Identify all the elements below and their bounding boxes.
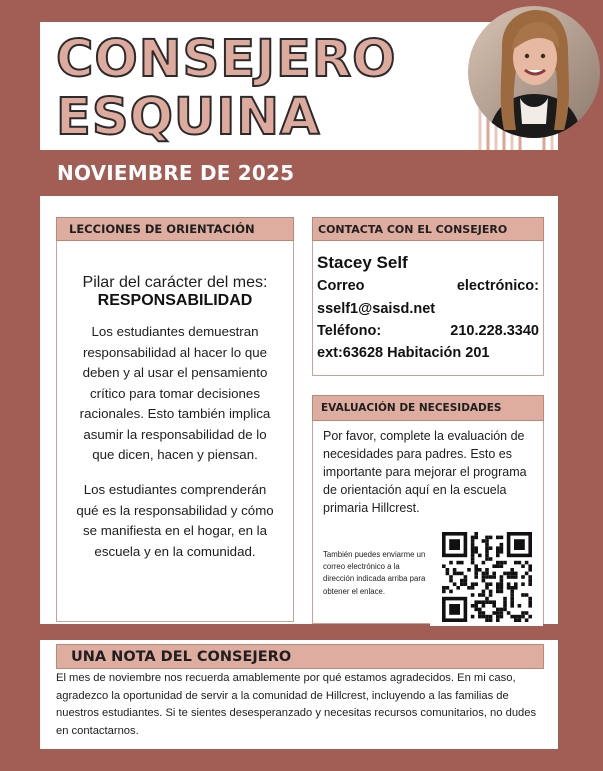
lessons-paragraph-1: Los estudiantes demuestran responsabilidad al hacer lo que deben y al usar el pensamiento crítico para tomar decisiones racionales. Esto también implica asumir la responsabilidad de lo que dicen, hacen y piensan. bbox=[79, 324, 271, 462]
qr-code-icon bbox=[430, 522, 543, 626]
phone-row bbox=[317, 323, 539, 339]
ext-room: ext:63628 Habitación 201 bbox=[317, 345, 490, 361]
pillar-value: RESPONSABILIDAD bbox=[97, 292, 253, 309]
email-label-part2: electrónico: bbox=[456, 278, 539, 294]
note-text: El mes de noviembre nos recuerda amablemente por qué estamos agradecidos. En mi caso, agradezco la oportunidad de servir a la comunidad de Hillcrest, incluyendo a las familias de nuestros estudiantes. Si te sientes desesperanzado y necesitas recursos comunitarios, no dudes en contactarnos. bbox=[56, 672, 537, 737]
needs-heading: EVALUACIÓN DE NECESIDADES bbox=[312, 395, 544, 421]
email-label-part1: Correo bbox=[317, 278, 365, 294]
qr-code-container[interactable] bbox=[430, 522, 543, 626]
phone-label: Teléfono: bbox=[317, 323, 382, 339]
counselor-photo bbox=[468, 6, 600, 138]
email-row bbox=[317, 301, 539, 317]
email-label-row bbox=[317, 278, 539, 294]
pillar-title: Pilar del carácter del mes: bbox=[82, 274, 268, 291]
note-heading: UNA NOTA DEL CONSEJERO bbox=[56, 644, 544, 669]
counselor-name: Stacey Self bbox=[317, 253, 408, 272]
newsletter-title-line2: ESQUINA bbox=[56, 88, 321, 147]
newsletter-title-line1: CONSEJERO bbox=[56, 30, 397, 89]
counselor-portrait-icon bbox=[468, 6, 600, 138]
phone-number: 210.228.3340 bbox=[450, 323, 539, 339]
lessons-heading: LECCIONES DE ORIENTACIÓN bbox=[56, 217, 294, 241]
newsletter-date: NOVIEMBRE DE 2025 bbox=[57, 161, 295, 185]
email-link[interactable]: sself1@saisd.net bbox=[317, 301, 436, 317]
lessons-paragraph-2: Los estudiantes comprenderán qué es la responsabilidad y cómo se manifiesta en el hogar, en la escuela y en la comunidad. bbox=[76, 482, 274, 559]
needs-small-text: También puedes enviarme un correo electrónico a la dirección indicada arriba para obtener el enlace. bbox=[323, 550, 426, 596]
contact-heading: CONTACTA CON EL CONSEJERO bbox=[312, 217, 544, 241]
ext-room-row bbox=[317, 345, 539, 361]
needs-text: Por favor, complete la evaluación de necesidades para padres. Esto es importante para mejorar el programa de orientación aquí en la escuela primaria Hillcrest. bbox=[323, 429, 527, 515]
